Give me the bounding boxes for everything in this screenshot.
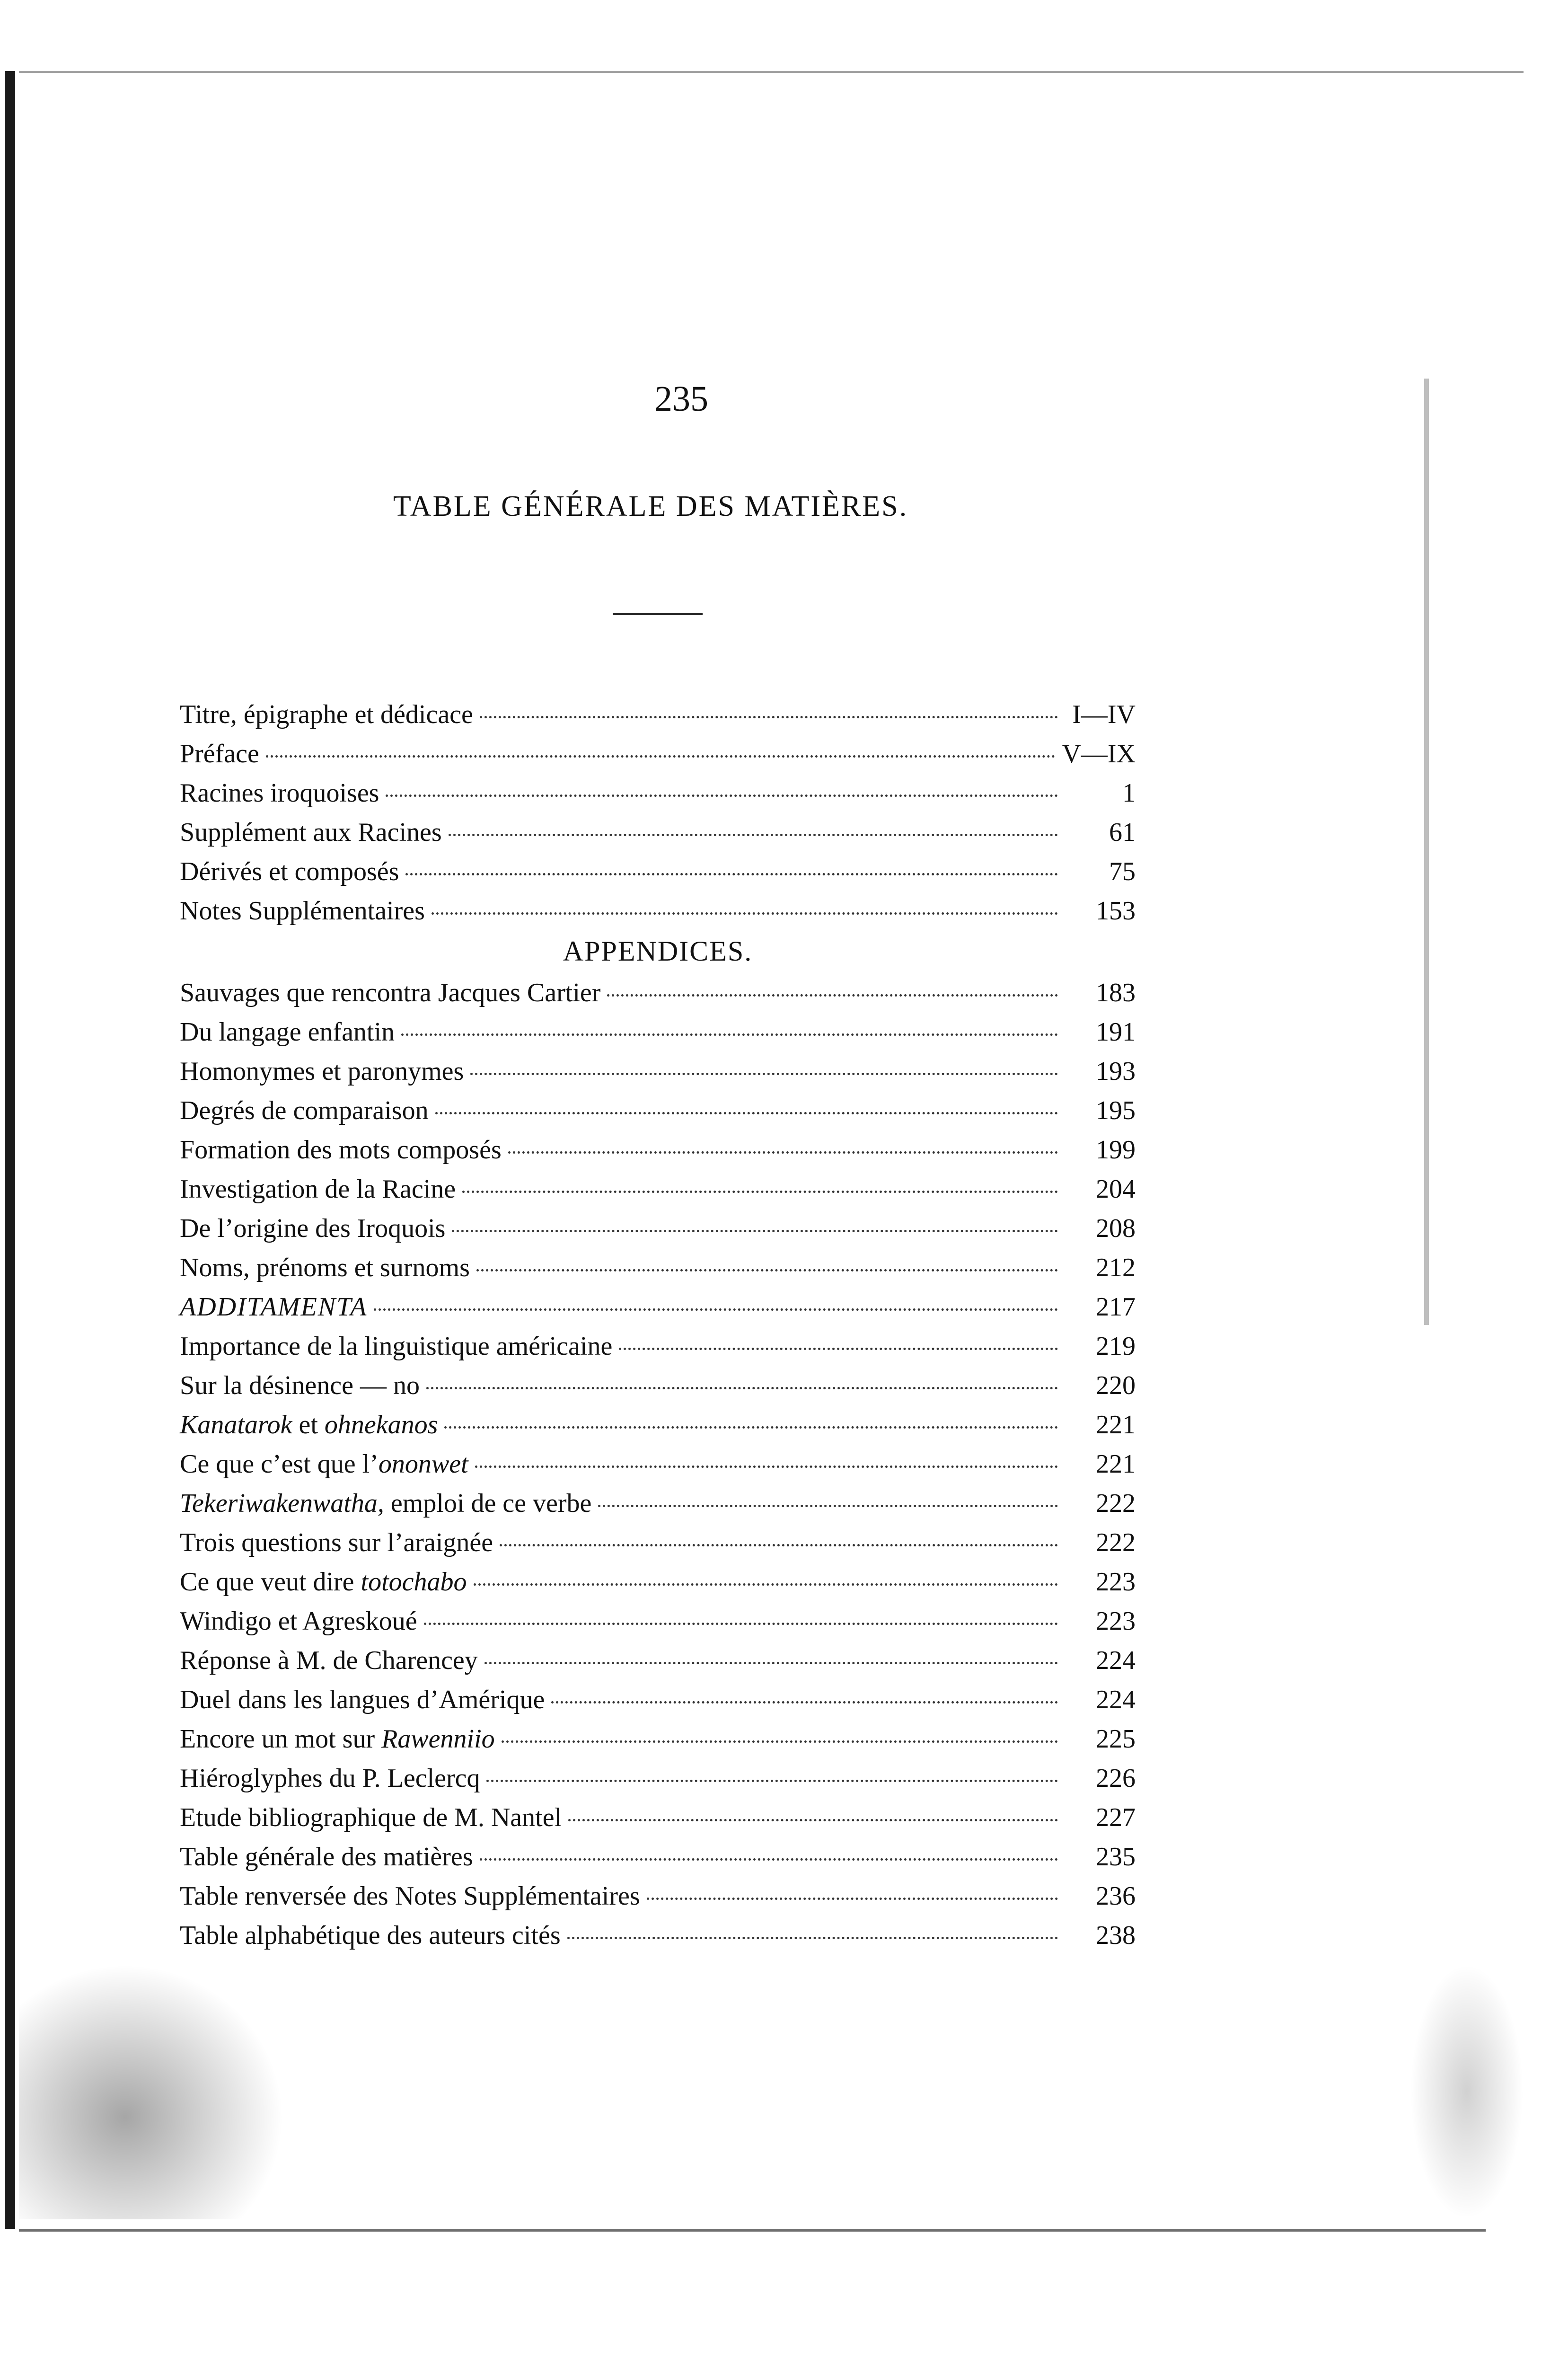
toc-entry-label: Degrés de comparaison xyxy=(180,1096,429,1125)
dot-leader xyxy=(480,1858,1058,1861)
toc-entry[interactable] xyxy=(180,1292,1136,1331)
toc-entry-label: Ce que veut dire totochabo xyxy=(180,1567,467,1597)
toc-entry-page: 225 xyxy=(1096,1724,1136,1754)
dot-leader xyxy=(486,1780,1058,1782)
appendices-heading: APPENDICES. xyxy=(563,936,753,967)
dot-leader xyxy=(444,1426,1058,1429)
toc-entry[interactable] xyxy=(180,896,1136,935)
dot-leader xyxy=(567,1937,1058,1939)
toc-entry-page: 195 xyxy=(1096,1096,1136,1125)
toc-entry-page: 199 xyxy=(1096,1135,1136,1165)
toc-entry[interactable] xyxy=(180,739,1136,778)
toc-entry-label: Duel dans les langues d’Amérique xyxy=(180,1685,545,1714)
dot-leader xyxy=(386,795,1058,797)
toc-entry[interactable] xyxy=(180,699,1136,739)
title-divider xyxy=(613,613,703,615)
dot-leader xyxy=(474,1583,1058,1586)
dot-leader xyxy=(401,1033,1058,1036)
toc-entry-page: 153 xyxy=(1096,896,1136,926)
toc-entry-page: 217 xyxy=(1096,1292,1136,1322)
dot-leader xyxy=(426,1387,1058,1389)
toc-entry-label: Kanatarok et ohnekanos xyxy=(180,1410,438,1439)
page-edge-top xyxy=(19,71,1524,73)
table-of-contents xyxy=(180,699,1136,1960)
toc-entry[interactable] xyxy=(180,856,1136,896)
dot-leader xyxy=(568,1819,1058,1821)
toc-entry-page: 221 xyxy=(1096,1449,1136,1479)
toc-entry[interactable] xyxy=(180,1370,1136,1410)
toc-entry-page: 208 xyxy=(1096,1214,1136,1243)
toc-entry-label: Supplément aux Racines xyxy=(180,818,442,847)
toc-entry-page: V—IX xyxy=(1062,739,1136,768)
toc-entry-page: 227 xyxy=(1096,1803,1136,1832)
dot-leader xyxy=(462,1191,1058,1193)
dot-leader xyxy=(405,873,1058,875)
scan-noise xyxy=(19,1964,284,2219)
toc-entry-label: Table générale des matières xyxy=(180,1842,473,1872)
toc-entry-label: Windigo et Agreskoué xyxy=(180,1607,417,1636)
toc-entry-page: I—IV xyxy=(1072,700,1136,729)
toc-entry-label: ADDITAMENTA xyxy=(180,1292,368,1322)
dot-leader xyxy=(266,755,1056,758)
toc-entry[interactable] xyxy=(180,978,1136,1017)
dot-leader xyxy=(435,1112,1058,1114)
scan-noise xyxy=(1410,1964,1524,2219)
dot-leader xyxy=(449,834,1058,836)
toc-entry[interactable] xyxy=(180,1802,1136,1842)
dot-leader xyxy=(475,1466,1058,1468)
toc-entry-page: 75 xyxy=(1109,857,1136,886)
toc-entry-label: Trois questions sur l’araignée xyxy=(180,1528,493,1557)
toc-entry-label: Du langage enfantin xyxy=(180,1017,395,1047)
dot-leader xyxy=(598,1505,1058,1507)
toc-entry-label: Ce que c’est que l’ononwet xyxy=(180,1449,468,1479)
toc-entry-page: 223 xyxy=(1096,1567,1136,1597)
dot-leader xyxy=(502,1740,1058,1743)
toc-entry[interactable] xyxy=(180,1135,1136,1174)
toc-entry[interactable] xyxy=(180,778,1136,817)
dot-leader xyxy=(432,912,1058,915)
toc-entry[interactable] xyxy=(180,1606,1136,1645)
dot-leader xyxy=(607,994,1058,997)
toc-entry-page: 224 xyxy=(1096,1646,1136,1675)
toc-entry-page: 183 xyxy=(1096,978,1136,1007)
toc-entry-label: De l’origine des Iroquois xyxy=(180,1214,446,1243)
toc-entry[interactable] xyxy=(180,1449,1136,1488)
toc-entry-page: 191 xyxy=(1096,1017,1136,1047)
toc-entry[interactable] xyxy=(180,1017,1136,1056)
toc-entry-page: 226 xyxy=(1096,1764,1136,1793)
toc-entry-page: 235 xyxy=(1096,1842,1136,1872)
toc-entry-page: 61 xyxy=(1109,818,1136,847)
toc-entry-label: Importance de la linguistique américaine xyxy=(180,1332,613,1361)
dot-leader xyxy=(551,1701,1058,1704)
toc-entry[interactable] xyxy=(180,1645,1136,1685)
toc-entry[interactable] xyxy=(180,1174,1136,1213)
toc-entry[interactable] xyxy=(180,1881,1136,1920)
dot-leader xyxy=(619,1348,1058,1350)
toc-entry[interactable] xyxy=(180,1842,1136,1881)
page-number: 235 xyxy=(654,379,708,419)
toc-entry-page: 238 xyxy=(1096,1921,1136,1950)
toc-entry-label: Noms, prénoms et surnoms xyxy=(180,1253,470,1282)
toc-entry[interactable] xyxy=(180,1488,1136,1527)
toc-entry-page: 222 xyxy=(1096,1489,1136,1518)
toc-entry-page: 204 xyxy=(1096,1174,1136,1204)
toc-entry[interactable] xyxy=(180,1567,1136,1606)
toc-entry[interactable] xyxy=(180,1724,1136,1763)
toc-entry[interactable] xyxy=(180,1763,1136,1802)
dot-leader xyxy=(508,1151,1058,1154)
toc-entry-label: Sur la désinence — no xyxy=(180,1371,420,1400)
toc-entry-label: Hiéroglyphes du P. Leclercq xyxy=(180,1764,480,1793)
page-edge-bottom xyxy=(19,2229,1486,2232)
toc-entry[interactable] xyxy=(180,1056,1136,1095)
dot-leader xyxy=(470,1073,1058,1075)
toc-entry[interactable] xyxy=(180,817,1136,856)
toc-entry[interactable] xyxy=(180,1253,1136,1292)
toc-entry-page: 193 xyxy=(1096,1057,1136,1086)
toc-entry-label: Dérivés et composés xyxy=(180,857,399,886)
page-title: TABLE GÉNÉRALE DES MATIÈRES. xyxy=(393,490,908,522)
toc-entry-label: Homonymes et paronymes xyxy=(180,1057,464,1086)
page-edge-right xyxy=(1424,379,1429,1325)
toc-entry-page: 219 xyxy=(1096,1332,1136,1361)
toc-entry-label: Investigation de la Racine xyxy=(180,1174,456,1204)
toc-entry-page: 224 xyxy=(1096,1685,1136,1714)
dot-leader xyxy=(424,1623,1058,1625)
toc-entry-label: Notes Supplémentaires xyxy=(180,896,425,926)
page-edge-left xyxy=(5,71,15,2229)
dot-leader xyxy=(484,1662,1058,1664)
toc-entry[interactable] xyxy=(180,1920,1136,1960)
toc-entry[interactable] xyxy=(180,1410,1136,1449)
toc-entry-page: 221 xyxy=(1096,1410,1136,1439)
toc-entry-label: Table renversée des Notes Supplémentaires xyxy=(180,1881,640,1911)
toc-entry[interactable] xyxy=(180,1527,1136,1567)
dot-leader xyxy=(452,1230,1058,1232)
toc-entry-label: Etude bibliographique de M. Nantel xyxy=(180,1803,562,1832)
toc-entry-page: 1 xyxy=(1122,778,1136,808)
toc-entry[interactable] xyxy=(180,1685,1136,1724)
toc-entry-label: Encore un mot sur Rawenniio xyxy=(180,1724,495,1754)
toc-entry-label: Préface xyxy=(180,739,259,768)
dot-leader xyxy=(374,1308,1058,1311)
toc-entry-label: Sauvages que rencontra Jacques Cartier xyxy=(180,978,601,1007)
toc-entry[interactable] xyxy=(180,1095,1136,1135)
dot-leader xyxy=(500,1544,1058,1546)
toc-entry[interactable] xyxy=(180,1331,1136,1370)
dot-leader xyxy=(480,716,1058,718)
toc-entry[interactable] xyxy=(180,1213,1136,1253)
toc-entry-page: 222 xyxy=(1096,1528,1136,1557)
dot-leader xyxy=(647,1898,1058,1900)
toc-entry-page: 223 xyxy=(1096,1607,1136,1636)
toc-entry-label: Racines iroquoises xyxy=(180,778,379,808)
dot-leader xyxy=(476,1269,1058,1271)
toc-entry-page: 212 xyxy=(1096,1253,1136,1282)
toc-entry-label: Formation des mots composés xyxy=(180,1135,502,1165)
toc-entry-page: 236 xyxy=(1096,1881,1136,1911)
toc-entry-page: 220 xyxy=(1096,1371,1136,1400)
toc-entry-label: Réponse à M. de Charencey xyxy=(180,1646,478,1675)
toc-entry-label: Table alphabétique des auteurs cités xyxy=(180,1921,561,1950)
toc-entry-label: Titre, épigraphe et dédicace xyxy=(180,700,473,729)
toc-entry-label: Tekeriwakenwatha, emploi de ce verbe xyxy=(180,1489,592,1518)
